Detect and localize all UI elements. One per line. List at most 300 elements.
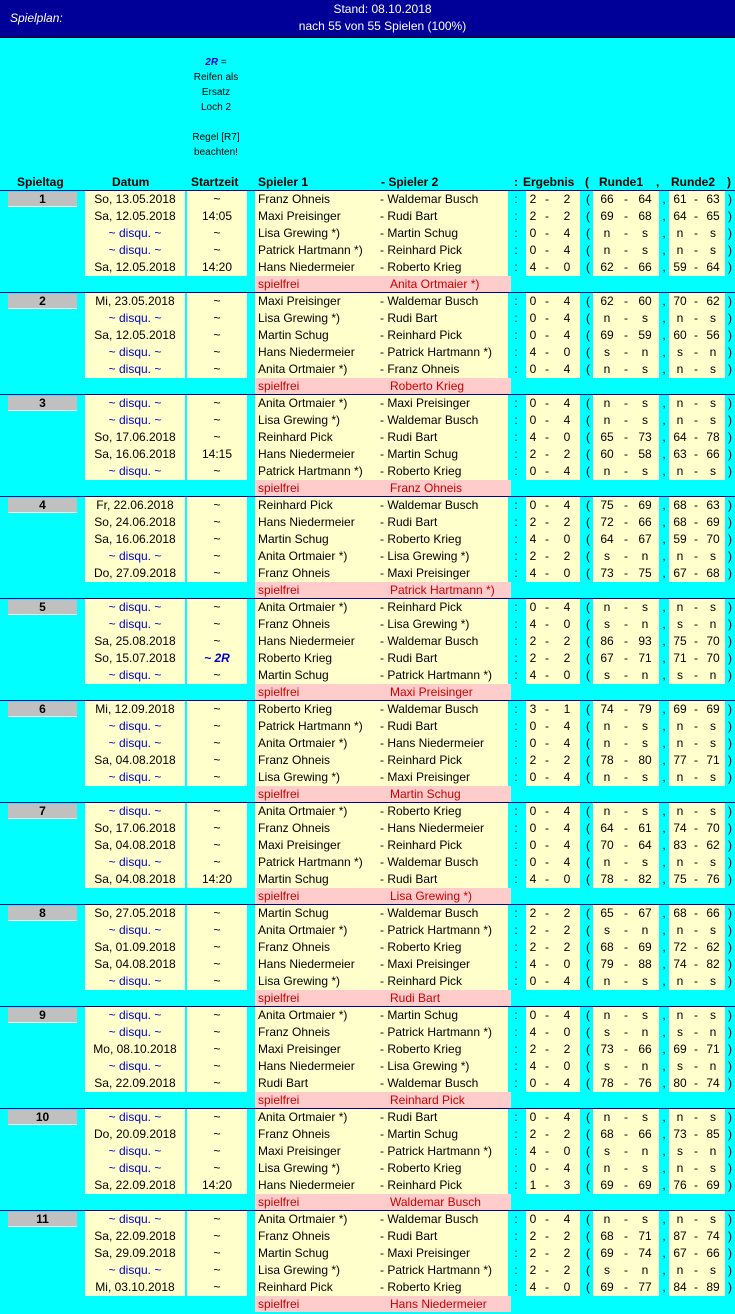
round2-dash: -: [691, 1279, 701, 1297]
score-1: 4: [526, 956, 540, 974]
round2-player2: s: [701, 395, 725, 413]
round2-dash: -: [691, 1007, 701, 1025]
game-row: [0, 242, 735, 259]
round2-player1: n: [669, 735, 691, 753]
player-1: Hans Niedermeier: [255, 1058, 380, 1076]
round1-dash: -: [621, 463, 631, 481]
round1-player2: 75: [631, 565, 659, 583]
game-row: [0, 361, 735, 378]
round2-dash: -: [691, 344, 701, 362]
round1-player2: s: [631, 1160, 659, 1178]
round1-player1: n: [593, 769, 621, 787]
score-1: 2: [526, 191, 540, 209]
score-dash: -: [540, 1228, 554, 1246]
game-date: Mi, 03.10.2018: [85, 1279, 185, 1297]
score-2: 2: [554, 752, 580, 770]
round1-player2: 64: [631, 837, 659, 855]
paren-close: ): [728, 226, 732, 240]
score-2: 4: [554, 1007, 580, 1025]
comma: ,: [662, 1008, 666, 1022]
round1-player1: s: [593, 1058, 621, 1076]
round2-player2: s: [701, 1211, 725, 1229]
game-row: [0, 327, 735, 344]
round2-player1: 69: [669, 1041, 691, 1059]
round2-dash: -: [691, 446, 701, 464]
separator: :: [514, 464, 518, 478]
paren-close: ): [728, 617, 732, 631]
round-number: 4: [8, 498, 77, 513]
round1-dash: -: [621, 701, 631, 719]
score-2: 4: [554, 1109, 580, 1127]
round2-player2: 82: [701, 956, 725, 974]
round2-player1: 68: [669, 514, 691, 532]
round2-player2: 74: [701, 1228, 725, 1246]
score-dash: -: [540, 242, 554, 260]
spielfrei-label: spielfrei: [258, 1195, 300, 1209]
round1-player2: s: [631, 803, 659, 821]
score-2: 0: [554, 429, 580, 447]
game-starttime: ~: [187, 310, 247, 328]
paren-open: (: [586, 974, 590, 988]
round2-player2: s: [701, 803, 725, 821]
score-1: 2: [526, 633, 540, 651]
round1-player1: 65: [593, 429, 621, 447]
score-2: 4: [554, 735, 580, 753]
player-1: Franz Ohneis: [255, 191, 380, 209]
game-row: [0, 514, 735, 531]
game-date: ~ disqu. ~: [85, 667, 185, 685]
game-date: Do, 27.09.2018: [85, 565, 185, 583]
player-2: - Maxi Preisinger: [380, 565, 508, 583]
player-1: Reinhard Pick: [255, 1279, 380, 1297]
player-2: - Maxi Preisinger: [380, 769, 508, 787]
col-ergebnis: Ergebnis: [523, 175, 575, 189]
game-row: [0, 667, 735, 684]
comma: ,: [662, 923, 666, 937]
game-starttime: ~: [187, 667, 247, 685]
score-2: 4: [554, 361, 580, 379]
spielfrei-row: [255, 378, 511, 394]
round2-player2: 70: [701, 531, 725, 549]
score-1: 0: [526, 1109, 540, 1127]
score-dash: -: [540, 259, 554, 277]
round2-dash: -: [691, 1160, 701, 1178]
player-1: Patrick Hartmann *): [255, 463, 380, 481]
player-2: - Roberto Krieg: [380, 531, 508, 549]
comma: ,: [662, 1178, 666, 1192]
score-dash: -: [540, 922, 554, 940]
game-row: [0, 1245, 735, 1262]
game-row: [0, 701, 735, 718]
round2-dash: -: [691, 1228, 701, 1246]
round1-dash: -: [621, 531, 631, 549]
round2-player1: 77: [669, 752, 691, 770]
score-dash: -: [540, 701, 554, 719]
round1-player2: 71: [631, 650, 659, 668]
paren-close: ): [728, 1212, 732, 1226]
round1-dash: -: [621, 650, 631, 668]
game-date: Do, 20.09.2018: [85, 1126, 185, 1144]
round1-dash: -: [621, 905, 631, 923]
separator: :: [514, 821, 518, 835]
player-2: - Lisa Grewing *): [380, 1058, 508, 1076]
player-1: Martin Schug: [255, 531, 380, 549]
spielfrei-row: [255, 990, 511, 1006]
game-starttime: ~: [187, 939, 247, 957]
paren-close: ): [728, 974, 732, 988]
round1-player2: s: [631, 395, 659, 413]
score-dash: -: [540, 871, 554, 889]
round2-player2: s: [701, 412, 725, 430]
player-2: - Patrick Hartmann *): [380, 1262, 508, 1280]
score-2: 4: [554, 803, 580, 821]
score-dash: -: [540, 718, 554, 736]
player-1: Reinhard Pick: [255, 429, 380, 447]
round2-player1: 75: [669, 871, 691, 889]
round2-player2: s: [701, 1007, 725, 1025]
comma: ,: [662, 294, 666, 308]
game-date: Sa, 29.09.2018: [85, 1245, 185, 1263]
game-row: [0, 616, 735, 633]
player-1: Anita Ortmaier *): [255, 922, 380, 940]
game-row: [0, 1024, 735, 1041]
round2-dash: -: [691, 905, 701, 923]
round1-player1: n: [593, 1109, 621, 1127]
spielfrei-player: Rudi Bart: [390, 991, 441, 1005]
round1-player1: 64: [593, 820, 621, 838]
paren-open: (: [586, 209, 590, 223]
spielfrei-label: spielfrei: [258, 889, 300, 903]
round1-dash: -: [621, 1058, 631, 1076]
round2-dash: -: [691, 769, 701, 787]
comma: ,: [662, 1144, 666, 1158]
comma: ,: [662, 192, 666, 206]
comma: ,: [662, 345, 666, 359]
separator: :: [514, 651, 518, 665]
game-row: [0, 1211, 735, 1228]
comma: ,: [662, 872, 666, 886]
game-row: [0, 565, 735, 582]
paren-open: (: [586, 634, 590, 648]
score-dash: -: [540, 361, 554, 379]
round1-player1: 62: [593, 259, 621, 277]
player-2: - Roberto Krieg: [380, 939, 508, 957]
player-2: - Hans Niedermeier: [380, 735, 508, 753]
score-2: 4: [554, 293, 580, 311]
round2-player1: n: [669, 769, 691, 787]
game-row: [0, 871, 735, 888]
col-datum: Datum: [112, 175, 150, 189]
game-starttime: ~: [187, 905, 247, 923]
round2-player2: s: [701, 735, 725, 753]
game-date: ~ disqu. ~: [85, 463, 185, 481]
score-2: 2: [554, 633, 580, 651]
spielfrei-row: [255, 1296, 511, 1312]
round1-player2: s: [631, 854, 659, 872]
score-2: 2: [554, 1126, 580, 1144]
round1-player2: 80: [631, 752, 659, 770]
round2-player2: s: [701, 1160, 725, 1178]
spielfrei-row: [255, 480, 511, 496]
player-1: Roberto Krieg: [255, 650, 380, 668]
round1-player1: 64: [593, 531, 621, 549]
round2-player2: 64: [701, 259, 725, 277]
spielfrei-player: Waldemar Busch: [390, 1195, 481, 1209]
round1-player1: s: [593, 344, 621, 362]
round1-dash: -: [621, 956, 631, 974]
player-1: Franz Ohneis: [255, 820, 380, 838]
round2-player2: s: [701, 361, 725, 379]
score-2: 2: [554, 1262, 580, 1280]
round1-player2: 69: [631, 497, 659, 515]
round2-player1: s: [669, 616, 691, 634]
paren-open: (: [586, 1229, 590, 1243]
round1-player1: 68: [593, 1228, 621, 1246]
round2-player1: 83: [669, 837, 691, 855]
score-2: 4: [554, 463, 580, 481]
round2-player1: n: [669, 973, 691, 991]
comma: ,: [662, 974, 666, 988]
round2-player2: 62: [701, 837, 725, 855]
round-number: 2: [8, 294, 77, 309]
round1-dash: -: [621, 446, 631, 464]
game-row: [0, 718, 735, 735]
player-1: Anita Ortmaier *): [255, 803, 380, 821]
score-dash: -: [540, 310, 554, 328]
round1-player2: s: [631, 599, 659, 617]
round2-player2: s: [701, 242, 725, 260]
round1-player2: 66: [631, 259, 659, 277]
separator: :: [514, 1229, 518, 1243]
round2-player1: n: [669, 242, 691, 260]
paren-close: ): [728, 753, 732, 767]
round2-dash: -: [691, 1126, 701, 1144]
round2-dash: -: [691, 1024, 701, 1042]
round2-player1: 63: [669, 446, 691, 464]
spielfrei-player: Patrick Hartmann *): [390, 583, 495, 597]
round1-dash: -: [621, 871, 631, 889]
player-2: - Reinhard Pick: [380, 973, 508, 991]
score-1: 0: [526, 973, 540, 991]
round2-player2: s: [701, 225, 725, 243]
score-2: 4: [554, 599, 580, 617]
round2-player2: s: [701, 1109, 725, 1127]
game-row: [0, 1143, 735, 1160]
round2-player1: s: [669, 667, 691, 685]
round1-dash: -: [621, 616, 631, 634]
game-row: [0, 191, 735, 208]
round1-dash: -: [621, 344, 631, 362]
comma: ,: [662, 804, 666, 818]
round1-dash: -: [621, 208, 631, 226]
round2-player1: 64: [669, 208, 691, 226]
game-row: [0, 225, 735, 242]
score-1: 0: [526, 225, 540, 243]
round1-player1: 69: [593, 1245, 621, 1263]
round2-dash: -: [691, 463, 701, 481]
player-1: Martin Schug: [255, 667, 380, 685]
separator: :: [514, 719, 518, 733]
round2-player2: 71: [701, 752, 725, 770]
game-starttime: ~: [187, 327, 247, 345]
separator: :: [514, 413, 518, 427]
game-row: [0, 1228, 735, 1245]
round1-player1: n: [593, 1160, 621, 1178]
round2-player1: n: [669, 1160, 691, 1178]
score-dash: -: [540, 939, 554, 957]
paren-open: (: [586, 1076, 590, 1090]
game-date: Sa, 12.05.2018: [85, 327, 185, 345]
player-1: Anita Ortmaier *): [255, 599, 380, 617]
comma: ,: [662, 838, 666, 852]
paren-open: (: [586, 702, 590, 716]
round2-player2: n: [701, 1024, 725, 1042]
note-line: Ersatz: [201, 87, 231, 98]
game-starttime: ~: [187, 1245, 247, 1263]
round1-player1: n: [593, 395, 621, 413]
score-2: 2: [554, 548, 580, 566]
game-date: Mo, 08.10.2018: [85, 1041, 185, 1059]
player-1: Patrick Hartmann *): [255, 242, 380, 260]
player-1: Hans Niedermeier: [255, 259, 380, 277]
player-2: - Rudi Bart: [380, 650, 508, 668]
round1-dash: -: [621, 1126, 631, 1144]
game-starttime: 14:05: [187, 208, 247, 226]
score-dash: -: [540, 514, 554, 532]
separator: :: [514, 566, 518, 580]
score-1: 0: [526, 395, 540, 413]
player-1: Anita Ortmaier *): [255, 735, 380, 753]
player-2: - Maxi Preisinger: [380, 395, 508, 413]
round2-player2: 66: [701, 1245, 725, 1263]
separator: :: [514, 1178, 518, 1192]
game-starttime: ~: [187, 344, 247, 362]
round1-player1: s: [593, 667, 621, 685]
game-starttime: ~: [187, 599, 247, 617]
comma: ,: [662, 430, 666, 444]
round1-player1: 74: [593, 701, 621, 719]
player-2: - Rudi Bart: [380, 871, 508, 889]
paren-open: (: [586, 906, 590, 920]
comma: ,: [662, 957, 666, 971]
game-row: [0, 956, 735, 973]
round2-player2: n: [701, 1058, 725, 1076]
score-dash: -: [540, 344, 554, 362]
round1-dash: -: [621, 820, 631, 838]
player-1: Hans Niedermeier: [255, 1177, 380, 1195]
game-date: ~ disqu. ~: [85, 1160, 185, 1178]
round1-dash: -: [621, 718, 631, 736]
paren-open: (: [586, 600, 590, 614]
score-dash: -: [540, 191, 554, 209]
round1-dash: -: [621, 939, 631, 957]
paren-open: (: [586, 566, 590, 580]
separator: :: [514, 1161, 518, 1175]
round1-dash: -: [621, 497, 631, 515]
spielfrei-row: [255, 276, 511, 292]
paren-close: ): [728, 1229, 732, 1243]
round1-player2: s: [631, 412, 659, 430]
score-1: 0: [526, 1160, 540, 1178]
score-1: 0: [526, 599, 540, 617]
paren-close: ): [728, 1246, 732, 1260]
separator: :: [514, 515, 518, 529]
score-2: 0: [554, 871, 580, 889]
game-date: ~ disqu. ~: [85, 1211, 185, 1229]
round1-player1: 67: [593, 650, 621, 668]
paren-close: ): [728, 906, 732, 920]
comma: ,: [662, 855, 666, 869]
spielfrei-row: [255, 786, 511, 802]
score-1: 4: [526, 1024, 540, 1042]
paren-close: ): [728, 532, 732, 546]
game-starttime: 14:20: [187, 871, 247, 889]
game-row: [0, 769, 735, 786]
paren-open: (: [586, 328, 590, 342]
score-1: 4: [526, 616, 540, 634]
player-1: Patrick Hartmann *): [255, 854, 380, 872]
separator: :: [514, 294, 518, 308]
score-1: 4: [526, 344, 540, 362]
paren-open: (: [586, 838, 590, 852]
round1-player2: s: [631, 242, 659, 260]
player-2: - Roberto Krieg: [380, 803, 508, 821]
paren-open: (: [586, 447, 590, 461]
game-date: ~ disqu. ~: [85, 1058, 185, 1076]
round1-player2: s: [631, 1007, 659, 1025]
comma: ,: [662, 736, 666, 750]
game-starttime: ~: [187, 803, 247, 821]
score-dash: -: [540, 803, 554, 821]
score-dash: -: [540, 293, 554, 311]
round1-dash: -: [621, 514, 631, 532]
paren-open: (: [586, 872, 590, 886]
score-1: 0: [526, 1075, 540, 1093]
paren-close: ): [728, 396, 732, 410]
score-dash: -: [540, 1007, 554, 1025]
round2-dash: -: [691, 599, 701, 617]
round1-player2: s: [631, 225, 659, 243]
round1-dash: -: [621, 293, 631, 311]
comma: ,: [662, 1161, 666, 1175]
game-starttime: ~: [187, 854, 247, 872]
score-dash: -: [540, 1024, 554, 1042]
paren-open: (: [586, 617, 590, 631]
player-1: Martin Schug: [255, 871, 380, 889]
score-1: 0: [526, 497, 540, 515]
paren-open: (: [586, 549, 590, 563]
player-1: Hans Niedermeier: [255, 446, 380, 464]
round1-player1: 68: [593, 939, 621, 957]
game-starttime: ~: [187, 361, 247, 379]
round2-player2: 69: [701, 1177, 725, 1195]
game-date: ~ disqu. ~: [85, 973, 185, 991]
player-1: Maxi Preisinger: [255, 1143, 380, 1161]
round-number: 10: [8, 1110, 77, 1125]
score-dash: -: [540, 1058, 554, 1076]
round2-dash: -: [691, 1058, 701, 1076]
round-number: 1: [8, 192, 77, 207]
game-starttime: ~: [187, 1024, 247, 1042]
score-1: 0: [526, 361, 540, 379]
round1-dash: -: [621, 1211, 631, 1229]
player-1: Lisa Grewing *): [255, 1262, 380, 1280]
score-2: 0: [554, 344, 580, 362]
separator: :: [514, 634, 518, 648]
game-row: [0, 922, 735, 939]
round2-dash: -: [691, 650, 701, 668]
round1-player2: n: [631, 548, 659, 566]
